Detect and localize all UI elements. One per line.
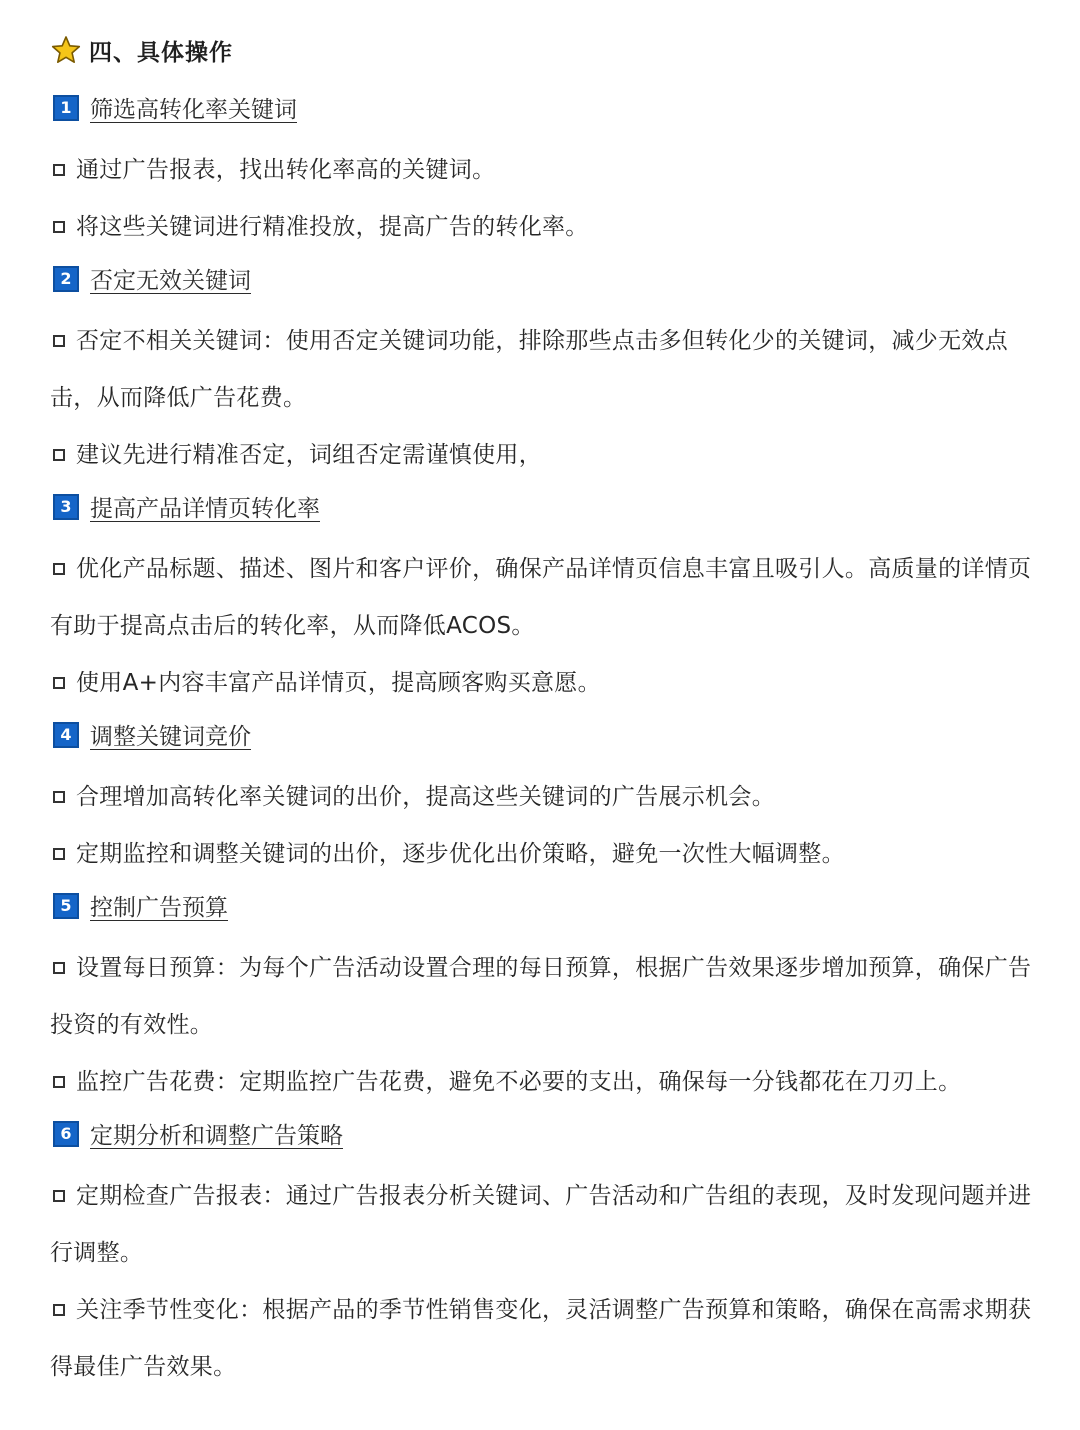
section-header-2 [50, 256, 1032, 301]
bullet-item [50, 1168, 1032, 1282]
number-badge-icon: 1 [53, 95, 79, 121]
number-badge-icon: 2 [53, 266, 79, 292]
section-title: 控制广告预算 [90, 895, 228, 921]
number-badge-icon: 4 [53, 722, 79, 748]
bullet-item [50, 940, 1032, 1054]
heading-row [50, 27, 1032, 73]
bullet-text: 关注季节性变化：根据产品的季节性销售变化，灵活调整广告预算和策略，确保在高需求期获得最佳广告效果。 [50, 1297, 1032, 1380]
bullet-text: 建议先进行精准否定，词组否定需谨慎使用， [76, 442, 542, 468]
bullet-paragraph [50, 940, 1032, 1054]
section-title: 定期分析和调整广告策略 [90, 1123, 343, 1149]
bullet-paragraph [50, 1168, 1032, 1282]
section-header-1 [50, 85, 1032, 130]
checkbox-icon [53, 221, 65, 233]
section-title: 否定无效关键词 [90, 268, 251, 294]
bullet-text: 设置每日预算：为每个广告活动设置合理的每日预算，根据广告效果逐步增加预算，确保广告投资的有效性。 [50, 955, 1032, 1038]
bullet-item [50, 313, 1032, 427]
bullet-item [50, 769, 1032, 826]
bullet-item [50, 826, 1032, 883]
bullet-paragraph [50, 142, 1032, 199]
checkbox-icon [53, 677, 65, 689]
bullet-paragraph [50, 1282, 1032, 1396]
checkbox-icon [53, 791, 65, 803]
bullet-paragraph [50, 1054, 1032, 1111]
checkbox-icon [53, 1076, 65, 1088]
checkbox-icon [53, 335, 65, 347]
bullet-paragraph [50, 769, 1032, 826]
sections-container [50, 85, 1032, 1396]
bullet-paragraph [50, 826, 1032, 883]
bullet-item [50, 199, 1032, 256]
bullet-item [50, 142, 1032, 199]
bullet-paragraph [50, 655, 1032, 712]
bullet-text: 否定不相关关键词：使用否定关键词功能，排除那些点击多但转化少的关键词，减少无效点击，从而降低广告花费。 [50, 328, 1008, 411]
bullet-text: 通过广告报表，找出转化率高的关键词。 [76, 157, 496, 183]
checkbox-icon [53, 449, 65, 461]
checkbox-icon [53, 563, 65, 575]
bullet-text: 优化产品标题、描述、图片和客户评价，确保产品详情页信息丰富且吸引人。高质量的详情页有助于提高点击后的转化率，从而降低ACOS。 [50, 556, 1032, 639]
number-badge-icon: 6 [53, 1121, 79, 1147]
number-badge-icon: 5 [53, 893, 79, 919]
bullet-item [50, 427, 1032, 484]
section-title: 提高产品详情页转化率 [90, 496, 320, 522]
checkbox-icon [53, 1304, 65, 1316]
section-title: 筛选高转化率关键词 [90, 97, 297, 123]
checkbox-icon [53, 962, 65, 974]
checkbox-icon [53, 1190, 65, 1202]
bullet-paragraph [50, 427, 1032, 484]
bullet-text: 监控广告花费：定期监控广告花费，避免不必要的支出，确保每一分钱都花在刀刃上。 [76, 1069, 962, 1095]
checkbox-icon [53, 848, 65, 860]
section-header-4 [50, 712, 1032, 757]
page-heading: 四、具体操作 [89, 39, 233, 66]
bullet-item [50, 541, 1032, 655]
bullet-text: 合理增加高转化率关键词的出价，提高这些关键词的广告展示机会。 [76, 784, 775, 810]
bullet-text: 将这些关键词进行精准投放，提高广告的转化率。 [76, 214, 589, 240]
bullet-text: 定期检查广告报表：通过广告报表分析关键词、广告活动和广告组的表现，及时发现问题并进行调整。 [50, 1183, 1032, 1266]
bullet-text: 定期监控和调整关键词的出价，逐步优化出价策略，避免一次性大幅调整。 [76, 841, 845, 867]
checkbox-icon [53, 164, 65, 176]
bullet-text: 使用A+内容丰富产品详情页，提高顾客购买意愿。 [76, 670, 601, 696]
section-header-6 [50, 1111, 1032, 1156]
section-title: 调整关键词竞价 [90, 724, 251, 750]
section-header-5 [50, 883, 1032, 928]
bullet-paragraph [50, 541, 1032, 655]
number-badge-icon: 3 [53, 494, 79, 520]
bullet-paragraph [50, 199, 1032, 256]
bullet-paragraph [50, 313, 1032, 427]
bullet-item [50, 1054, 1032, 1111]
bullet-item [50, 1282, 1032, 1396]
section-header-3 [50, 484, 1032, 529]
bullet-item [50, 655, 1032, 712]
star-icon [51, 35, 81, 65]
